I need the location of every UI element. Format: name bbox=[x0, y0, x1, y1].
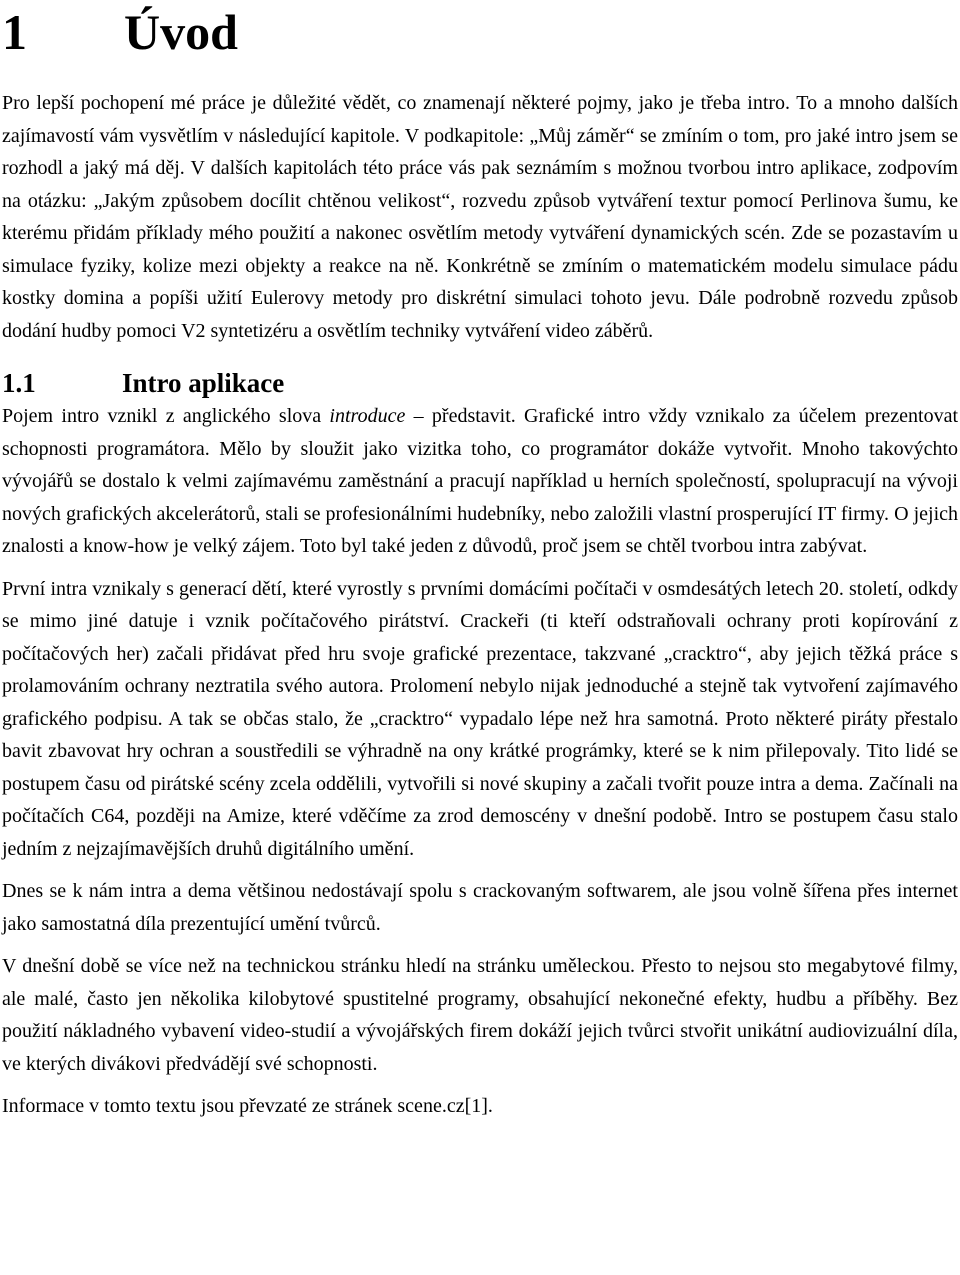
chapter-number: 1 bbox=[2, 4, 27, 60]
section-title: Intro aplikace bbox=[122, 368, 285, 398]
section-paragraph-1-emphasis: introduce bbox=[329, 405, 406, 427]
section-paragraph-5: Informace v tomto textu jsou převzaté ze stránek scene.cz[1]. bbox=[2, 1095, 493, 1117]
intro-paragraph: Pro lepší pochopení mé práce je důležité vědět, co znamenají některé pojmy, jako je třeba intro. To a mnoho dalších zajímavostí vám vysvětlím v následující kapitole. V podkapitole: „Můj záměr“ se zmíním o tom, pro jaké intro jsem se rozhodl a jaký má děj. V dalších kapitolách této práce vás pak seznámím s možnou tvorbou intro aplikace, zodpovím na otázku: „Jakým způsobem docílit chtěnou velikost“, rozvedu způsob vytváření textur pomocí Perlinova šumu, ke kterému přidám příklady mého použití a nakonec osvětlím metody vytváření dynamických scén. Zde se pozastavím u simulace fyziky, kolize mezi objekty a reakce na ně. Konkrétně se zmíním o matematickém modelu simulace pádu kostky domina a popíši užití Eulerovy metody pro diskrétní simulaci tohoto jevu. Dále podrobně rozvedu způsob dodání hudby pomoci V2 syntetizéru a osvětlím techniky vytváření video záběrů. bbox=[2, 92, 958, 342]
section-heading bbox=[2, 366, 958, 400]
section-paragraph-3: Dnes se k nám intra a dema většinou nedostávají spolu s crackovaným softwarem, ale jsou volně šířena přes internet jako samostatná díla prezentující umění tvůrců. bbox=[2, 880, 958, 935]
section-paragraph-1-rest: – představit. Grafické intro vždy vznikalo za účelem prezentovat schopnosti programátora. Mělo by sloužit jako vizitka toho, co programátor dokáže vytvořit. Mnoho takovýchto vývojářů se dostalo k velmi zajímavému zaměstnání a pracují například u herních společností, spolupracují na vývoji nových grafických akcelerátorů, stali se profesionálními hudebníky, nebo založili vlastní prosperující IT firmy. O jejich znalosti a know-how je velký zájem. Toto byl také jeden z důvodů, proč jsem se chtěl tvorbou intra zabývat. bbox=[2, 405, 958, 557]
section-number: 1.1 bbox=[2, 368, 36, 398]
section-paragraph-4: V dnešní době se více než na technickou stránku hledí na stránku uměleckou. Přesto to nejsou sto megabytové filmy, ale malé, často jen několika kilobytové spustitelné programy, obsahující nekonečné efekty, hudbu a příběhy. Bez použití nákladného vybavení video-studií a vývojářských firem dokáží jejich tvůrci stvořit unikátní audiovizuální díla, ve kterých divákovi předvádějí své schopnosti. bbox=[2, 955, 958, 1075]
chapter-title: Úvod bbox=[124, 4, 238, 60]
section-paragraph-1 bbox=[2, 400, 958, 563]
section-paragraph-2: První intra vznikaly s generací dětí, které vyrostly s prvními domácími počítači v osmdesátých letech 20. století, odkdy se mimo jiné datuje i vznik počítačového pirátství. Crackeři (ti kteří odstraňovali ochrany proti kopírování z počítačových her) začali přidávat před hru svoje grafické prezentace, takzvané „cracktro“, aby jejich těžká práce s prolamováním ochrany neztratila svého autora. Prolomení nebylo nijak jednoduché a stejně tak vytvoření zajímavého grafického podpisu. A tak se občas stalo, že „cracktro“ vypadalo lépe než hra samotná. Proto některé piráty přestalo bavit zbavovat hry ochran a soustředili se výhradně na ony krátké prográmky, které se k nim přilepovaly. Tito lidé se postupem času od pirátské scény zcela oddělili, vytvořili si nové skupiny a začali tvořit pouze intra a dema. Začínali na počítačích C64, později na Amize, které vděčíme za zrod demoscény v dnešní podobě. Intro se postupem času stalo jedním z nejzajímavějších druhů digitálního umění. bbox=[2, 577, 958, 860]
section-paragraph-1-lead: Pojem intro vznikl z anglického slova bbox=[2, 405, 330, 427]
chapter-heading bbox=[2, 0, 958, 80]
